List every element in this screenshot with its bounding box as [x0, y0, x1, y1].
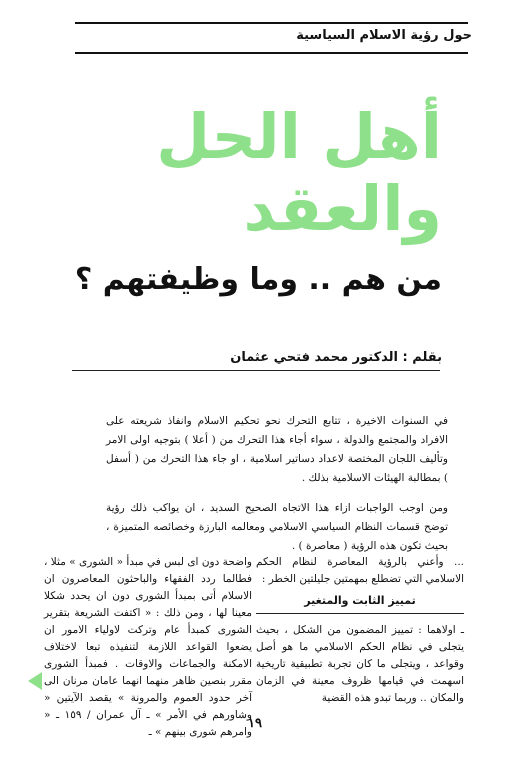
left-column-paragraph: واضحة دون اى لبس في مبدأ « الشورى » مثلا ، فطالما ردد الفقهاء والباحثون المعاصرون ان الاسلام أتى بمبدأ الشورى دون ان يحدد شكلا معينا لها ، ومن ذلك : « اكتفت الشريعة بتقرير الشورى كمبدأ عام وتركت لاولياء الامور ان يضعوا القواعد اللازمة لتنفيذه تبعا لاختلاف الامكنة والجماعات والاوقات . فمبدأ الشورى مقرر بنصين ظاهر منهما انهما عامان مرنان الى آخر حدود العموم والمرونة » يقصد الآيتين « وشاورهم في الأمر » ـ آل عمران / ١٥٩ ـ « وامرهم شورى بينهم » ـ — [44, 556, 252, 738]
right-column-subhead: تمييز الثابت والمتغير — [304, 594, 416, 607]
byline-rule — [72, 370, 440, 371]
intro-paragraph-2: ومن اوجب الواجبات ازاء هذا الاتجاه الصحيح السديد ، ان يواكب ذلك رؤية توضح قسمات النظام السياسي الاسلامي ومعالمه البارزة وخصائصه المتميزة ، بحيث تكون هذه الرؤية ( معاصرة ) . — [106, 501, 448, 552]
right-column — [256, 554, 464, 707]
right-column-paragraph-2: ـ اولاهما : تمييز المضمون من الشكل ، بحيث يتجلى في نظام الحكم الاسلامي ما هو أصل وقواعد ، ويتجلى ما كان تجربة تطبيقية تاريخية اسهمت في قيامها ظروف معينة في الزمان والمكان .. وربما تبدو هذه القضية — [256, 624, 464, 704]
header-rule-top — [75, 22, 468, 24]
subhead-rule — [256, 613, 464, 614]
article-title-line2: والعقد — [243, 172, 442, 245]
header-rule-bottom — [75, 52, 468, 54]
section-title: حول رؤية الاسلام السياسية — [296, 28, 472, 43]
article-title-line1: أهل الحل — [156, 100, 442, 173]
intro-paragraph-1: في السنوات الاخيرة ، تتابع التحرك نحو تحكيم الاسلام وانفاذ شريعته على الافراد والمجتمع والدولة ، سواء أجاء هذا التحرك من ( أعلا ) بتوجيه اولى الامر وتأليف اللجان المختصة لاعداد دساتير اسلامية ، او جاء هذا التحرك من ( أسفل ) بمطالبة الهيئات الاسلامية بذلك . — [106, 414, 448, 484]
right-column-paragraph-1: ... وأعني بالرؤية المعاصرة لنظام الحكم الاسلامي التي تضطلع بمهمتين جليلتين الخطر : — [256, 556, 464, 585]
article-subtitle: من هم .. وما وظيفتهم ؟ — [74, 262, 442, 297]
left-column — [44, 554, 252, 741]
page-number: ١٩ — [248, 716, 262, 731]
author-byline: بقلم : الدكتور محمد فتحي عثمان — [230, 350, 442, 365]
continue-arrow-icon — [28, 672, 42, 690]
